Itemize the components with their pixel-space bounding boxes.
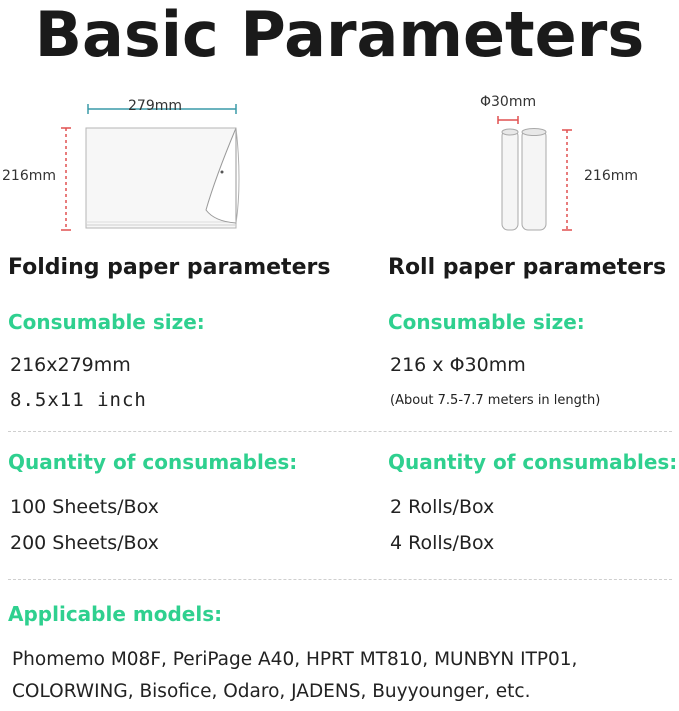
roll-quantity-label: Quantity of consumables:	[388, 450, 678, 474]
page-title: Basic Parameters	[34, 0, 645, 71]
folding-width-label: 279mm	[128, 98, 182, 114]
roll-diameter-label: Φ30mm	[480, 94, 537, 110]
roll-heading: Roll paper parameters	[388, 255, 667, 280]
roll-size-note: (About 7.5-7.7 meters in length)	[390, 393, 601, 408]
models-label: Applicable models:	[8, 602, 223, 626]
roll-quantity-value-2: 4 Rolls/Box	[390, 532, 495, 554]
folding-height-label: 216mm	[2, 168, 56, 184]
folding-quantity-label: Quantity of consumables:	[8, 450, 298, 474]
folding-size-value-1: 216x279mm	[10, 354, 131, 376]
folding-quantity-value-1: 100 Sheets/Box	[10, 496, 159, 518]
models-line-1: Phomemo M08F, PeriPage A40, HPRT MT810, MUNBYN ITP01,	[12, 649, 578, 670]
folding-quantity-value-2: 200 Sheets/Box	[10, 532, 159, 554]
roll-paper-illustration	[470, 92, 590, 242]
roll-size-value: 216 x Φ30mm	[390, 354, 526, 376]
divider-1	[8, 431, 672, 432]
folding-size-label: Consumable size:	[8, 310, 205, 334]
roll-paper-graphic	[470, 92, 590, 242]
folding-paper-graphic	[0, 92, 300, 242]
models-line-2: COLORWING, Bisofice, Odaro, JADENS, Buyyounger, etc.	[12, 681, 531, 702]
folding-paper-illustration	[0, 92, 300, 242]
roll-quantity-value-1: 2 Rolls/Box	[390, 496, 495, 518]
folding-heading: Folding paper parameters	[8, 255, 331, 280]
roll-height-label: 216mm	[584, 168, 638, 184]
roll-size-label: Consumable size:	[388, 310, 585, 334]
folding-size-value-2: 8.5x11 inch	[10, 389, 147, 411]
divider-2	[8, 579, 672, 580]
